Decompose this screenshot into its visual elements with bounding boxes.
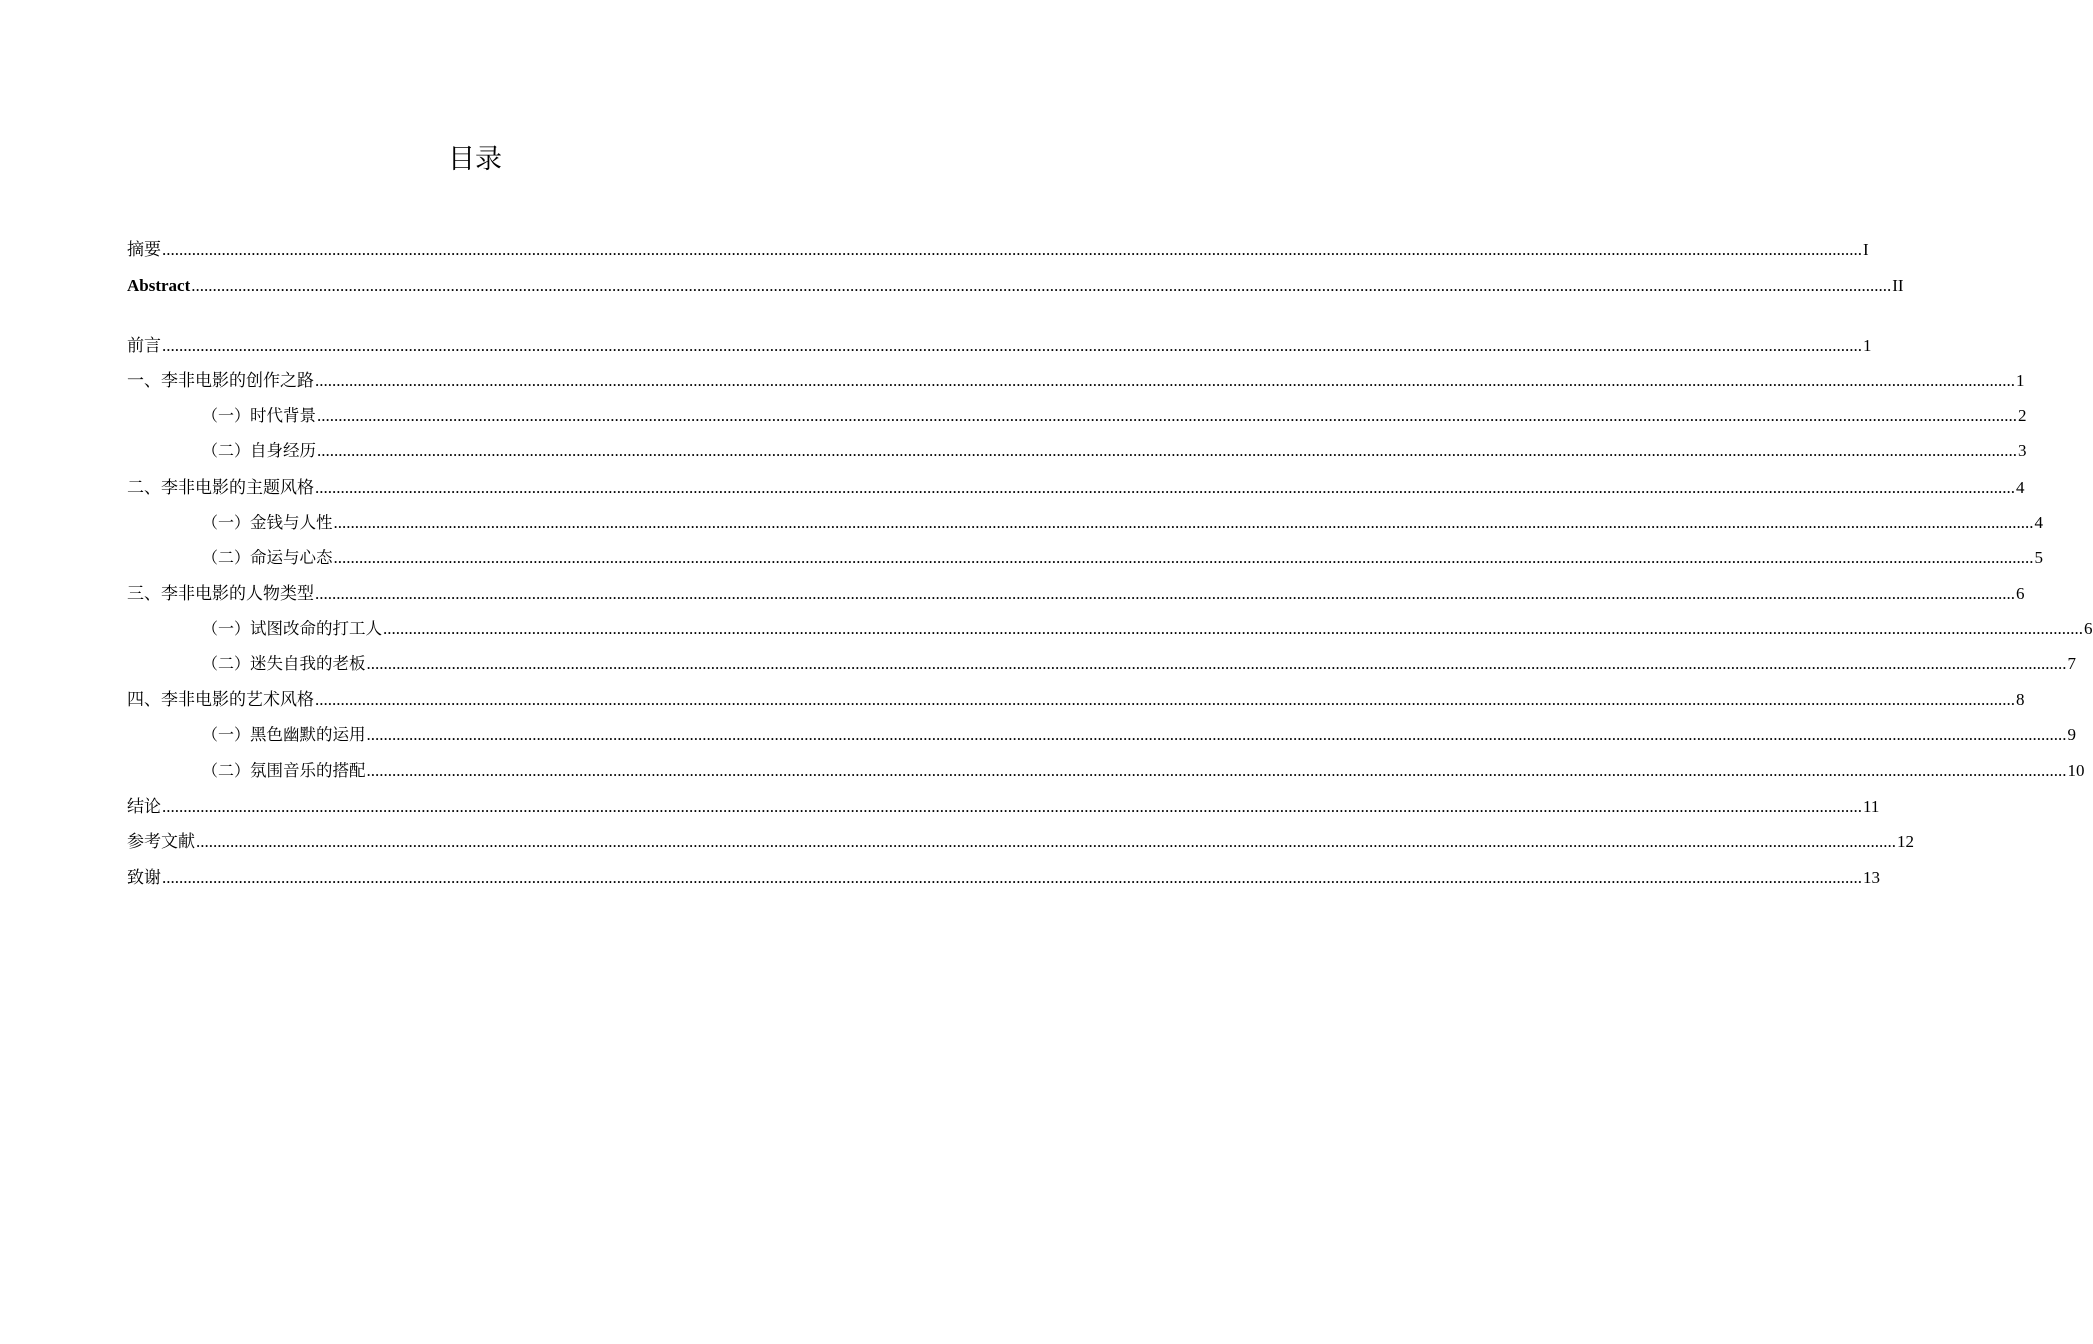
toc-entry-label: 李非电影的主题风格 xyxy=(161,478,314,498)
toc-entry-number: （二） xyxy=(202,654,251,673)
toc-entry[interactable] xyxy=(127,824,1914,852)
toc-entry[interactable] xyxy=(127,470,2025,498)
toc-entry[interactable] xyxy=(202,433,2027,461)
dot-leader: ................................................................................................................................................................................................................................................................................................................................................................................................................ xyxy=(162,797,1862,816)
dot-leader: ................................................................................................................................................................................................................................................................................................................................................................................................................ xyxy=(366,761,2067,780)
toc-entry-label: 李非电影的创作之路 xyxy=(161,371,314,391)
toc-entry-label: 迷失自我的老板 xyxy=(250,654,366,673)
dot-leader: ................................................................................................................................................................................................................................................................................................................................................................................................................ xyxy=(162,240,1862,259)
toc-entry[interactable] xyxy=(127,789,1880,817)
toc-entry[interactable] xyxy=(202,611,2093,639)
toc-entry[interactable] xyxy=(202,646,2077,674)
dot-leader: ................................................................................................................................................................................................................................................................................................................................................................................................................ xyxy=(333,548,2034,567)
toc-entry-label: 试图改命的打工人 xyxy=(250,619,383,638)
toc-entry[interactable] xyxy=(202,753,2085,781)
toc-entry-page-number: 12 xyxy=(1897,832,1914,851)
toc-entry[interactable] xyxy=(202,540,2044,568)
toc-entry-number: （二） xyxy=(202,441,251,460)
toc-entry-page-number: I xyxy=(1863,240,1869,259)
toc-entry-page-number: 9 xyxy=(2067,725,2077,744)
toc-entry[interactable] xyxy=(127,268,1904,296)
toc-entry-number: （一） xyxy=(202,619,251,638)
toc-entry-label: 金钱与人性 xyxy=(250,513,333,532)
toc-entry-label: 结论 xyxy=(127,797,161,817)
dot-leader: ................................................................................................................................................................................................................................................................................................................................................................................................................ xyxy=(317,441,2018,460)
toc-entry-label: 命运与心态 xyxy=(250,548,333,567)
dot-leader: ................................................................................................................................................................................................................................................................................................................................................................................................................ xyxy=(317,406,2018,425)
dot-leader: ................................................................................................................................................................................................................................................................................................................................................................................................................ xyxy=(191,276,1892,295)
toc-entry-number: 一、 xyxy=(127,371,161,391)
dot-leader: ................................................................................................................................................................................................................................................................................................................................................................................................................ xyxy=(315,584,2015,603)
dot-leader: ................................................................................................................................................................................................................................................................................................................................................................................................................ xyxy=(196,832,1896,851)
toc-entry-label: 黑色幽默的运用 xyxy=(250,725,366,744)
toc-entry-page-number: 7 xyxy=(2067,654,2077,673)
toc-entry-label: 参考文献 xyxy=(127,832,195,852)
dot-leader: ................................................................................................................................................................................................................................................................................................................................................................................................................ xyxy=(162,336,1862,355)
toc-title: 目录 xyxy=(448,144,502,175)
toc-entry-page-number: 6 xyxy=(2016,584,2025,603)
toc-entry-label: 李非电影的艺术风格 xyxy=(161,690,314,710)
toc-entry[interactable] xyxy=(127,328,1872,356)
toc-entry[interactable] xyxy=(202,398,2027,426)
toc-entry-label: 自身经历 xyxy=(250,441,317,460)
dot-leader: ................................................................................................................................................................................................................................................................................................................................................................................................................ xyxy=(366,725,2067,744)
toc-entry-label: 李非电影的人物类型 xyxy=(161,584,314,604)
toc-entry-number: 二、 xyxy=(127,478,161,498)
dot-leader: ................................................................................................................................................................................................................................................................................................................................................................................................................ xyxy=(383,619,2084,638)
toc-entry-page-number: 1 xyxy=(1863,336,1872,355)
toc-entry-label: Abstract xyxy=(127,276,191,295)
toc-entry-page-number: 4 xyxy=(2016,478,2025,497)
toc-entry-page-number: 3 xyxy=(2018,441,2027,460)
toc-entry[interactable] xyxy=(127,576,2025,604)
toc-entry-number: （一） xyxy=(202,725,251,744)
toc-entry-number: 四、 xyxy=(127,690,161,710)
toc-entry[interactable] xyxy=(127,860,1880,888)
toc-entry-label: 时代背景 xyxy=(250,406,317,425)
toc-entry[interactable] xyxy=(202,717,2077,745)
toc-entry-number: 三、 xyxy=(127,584,161,604)
toc-entry-number: （二） xyxy=(202,548,251,567)
toc-entry-page-number: II xyxy=(1892,276,1904,295)
toc-entry[interactable] xyxy=(127,363,2025,391)
toc-entry-number: （一） xyxy=(202,513,251,532)
toc-entry-page-number: 8 xyxy=(2016,690,2025,709)
toc-entry-number: （一） xyxy=(202,406,251,425)
toc-entry-page-number: 11 xyxy=(1863,797,1880,816)
toc-entry[interactable] xyxy=(202,505,2044,533)
toc-entry-label: 前言 xyxy=(127,336,161,356)
dot-leader: ................................................................................................................................................................................................................................................................................................................................................................................................................ xyxy=(315,478,2015,497)
toc-entry[interactable] xyxy=(127,232,1869,260)
dot-leader: ................................................................................................................................................................................................................................................................................................................................................................................................................ xyxy=(162,868,1862,887)
toc-entry-page-number: 13 xyxy=(1863,868,1880,887)
toc-entry-page-number: 5 xyxy=(2034,548,2044,567)
dot-leader: ................................................................................................................................................................................................................................................................................................................................................................................................................ xyxy=(315,371,2015,390)
toc-entry-page-number: 1 xyxy=(2016,371,2025,390)
toc-entry-label: 致谢 xyxy=(127,868,161,888)
toc-entry-number: （二） xyxy=(202,761,251,780)
toc-entry-label: 摘要 xyxy=(127,240,161,260)
dot-leader: ................................................................................................................................................................................................................................................................................................................................................................................................................ xyxy=(315,690,2015,709)
dot-leader: ................................................................................................................................................................................................................................................................................................................................................................................................................ xyxy=(366,654,2067,673)
toc-entry-page-number: 6 xyxy=(2084,619,2093,638)
dot-leader: ................................................................................................................................................................................................................................................................................................................................................................................................................ xyxy=(333,513,2034,532)
toc-entry-page-number: 4 xyxy=(2034,513,2044,532)
toc-entry-page-number: 2 xyxy=(2018,406,2027,425)
toc-entry[interactable] xyxy=(127,682,2025,710)
toc-entry-page-number: 10 xyxy=(2067,761,2085,780)
toc-entry-label: 氛围音乐的搭配 xyxy=(250,761,366,780)
